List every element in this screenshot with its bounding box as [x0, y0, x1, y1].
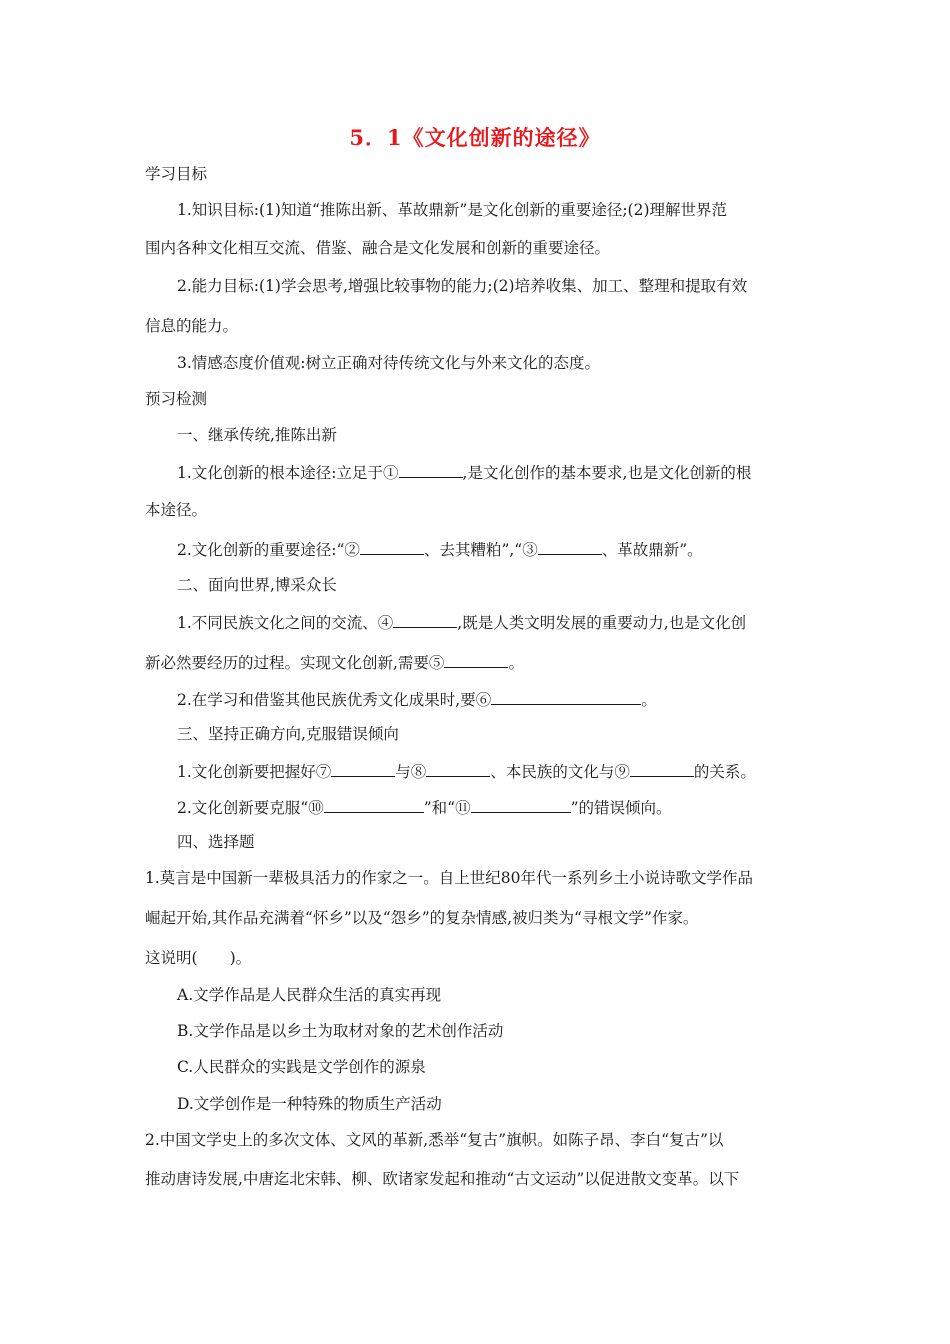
- option-b[interactable]: B.文学作品是以乡土为取材对象的艺术创作活动: [177, 1022, 504, 1040]
- text: ,是文化创作的基本要求,也是文化创新的根: [462, 464, 752, 482]
- part-1-question-2: [177, 538, 810, 560]
- fill-blank-9[interactable]: [630, 760, 694, 777]
- text: 、本民族的文化与⑨: [490, 763, 630, 781]
- text: 1.不同民族文化之间的交流、④: [177, 614, 394, 632]
- fill-blank-11[interactable]: [471, 796, 571, 813]
- text: ,既是人类文明发展的重要动力,也是文化创: [457, 614, 747, 632]
- fill-blank-8[interactable]: [426, 760, 490, 777]
- fill-blank-6[interactable]: [491, 688, 641, 705]
- part-2-question-1: [177, 611, 810, 633]
- option-a[interactable]: A.文学作品是人民群众生活的真实再现: [177, 986, 442, 1004]
- section-heading-preview: 预习检测: [145, 390, 208, 408]
- text: 与⑧: [395, 763, 427, 781]
- part-3-heading: 三、坚持正确方向,克服错误倾向: [177, 725, 399, 743]
- question-1-line-1: 1.莫言是中国新一辈极具活力的作家之一。自上世纪80年代一系列乡土小说诗歌文学作品: [145, 869, 754, 887]
- part-2-question-1-cont: [145, 651, 810, 673]
- text: 1.文化创新要把握好⑦: [177, 763, 332, 781]
- goal-1-line-2: 围内各种文化相互交流、借鉴、融合是文化发展和创新的重要途径。: [145, 239, 611, 257]
- text: 2.文化创新要克服“⑩: [177, 799, 324, 817]
- text: 新必然要经历的过程。实现文化创新,需要⑤: [145, 654, 445, 672]
- question-2-line-1: 2.中国文学史上的多次文体、文风的革新,悉举“复古”旗帜。如陈子昂、李白“复古”以: [145, 1131, 724, 1149]
- goal-2-line-1: 2.能力目标:(1)学会思考,增强比较事物的能力;(2)培养收集、加工、整理和提取有效: [177, 277, 748, 295]
- text: 。: [641, 691, 657, 709]
- part-2-question-2: [177, 688, 810, 710]
- text: 2.在学习和借鉴其他民族优秀文化成果时,要⑥: [177, 691, 492, 709]
- fill-blank-2[interactable]: [360, 538, 424, 555]
- text: 的关系。: [693, 763, 756, 781]
- text: ”和“⑪: [423, 799, 471, 817]
- text: 这说明(: [145, 949, 198, 967]
- part-1-heading: 一、继承传统,推陈出新: [177, 426, 337, 444]
- part-4-heading: 四、选择题: [177, 833, 255, 851]
- text: 、革故鼎新”。: [601, 541, 703, 559]
- goal-2-line-2: 信息的能力。: [145, 317, 239, 335]
- section-heading-goals: 学习目标: [145, 165, 208, 183]
- text: 1.文化创新的根本途径:立足于①: [177, 464, 399, 482]
- text: 2.文化创新的重要途径:“②: [177, 541, 360, 559]
- part-3-question-2: [177, 796, 810, 818]
- option-d[interactable]: D.文学创作是一种特殊的物质生产活动: [177, 1095, 442, 1113]
- question-1-line-2: 崛起开始,其作品充满着“怀乡”以及“怨乡”的复杂情感,被归类为“寻根文学”作家。: [145, 909, 699, 927]
- question-1-line-3: [145, 948, 810, 968]
- text: )。: [229, 949, 252, 967]
- question-2-line-2: 推动唐诗发展,中唐迄北宋韩、柳、欧诸家发起和推动“古文运动”以促进散文变革。以下: [145, 1170, 740, 1188]
- fill-blank-4[interactable]: [393, 611, 457, 628]
- goal-3: 3.情感态度价值观:树立正确对待传统文化与外来文化的态度。: [177, 354, 601, 372]
- fill-blank-1[interactable]: [399, 461, 463, 478]
- fill-blank-3[interactable]: [538, 538, 602, 555]
- text: ”的错误倾向。: [570, 799, 672, 817]
- fill-blank-10[interactable]: [324, 796, 424, 813]
- option-c[interactable]: C.人民群众的实践是文学创作的源泉: [177, 1058, 426, 1076]
- part-1-question-1-cont: 本途径。: [145, 501, 208, 519]
- page-title: 5．1《文化创新的途径》: [349, 125, 601, 150]
- fill-blank-7[interactable]: [331, 760, 395, 777]
- part-3-question-1: [177, 760, 810, 782]
- part-2-heading: 二、面向世界,博采众长: [177, 576, 337, 594]
- fill-blank-5[interactable]: [444, 651, 508, 668]
- text: 。: [508, 654, 524, 672]
- text: 、去其糟粕”,“③: [423, 541, 538, 559]
- goal-1-line-1: 1.知识目标:(1)知道“推陈出新、革故鼎新”是文化创新的重要途径;(2)理解世界范: [177, 201, 727, 219]
- part-1-question-1: [177, 461, 810, 483]
